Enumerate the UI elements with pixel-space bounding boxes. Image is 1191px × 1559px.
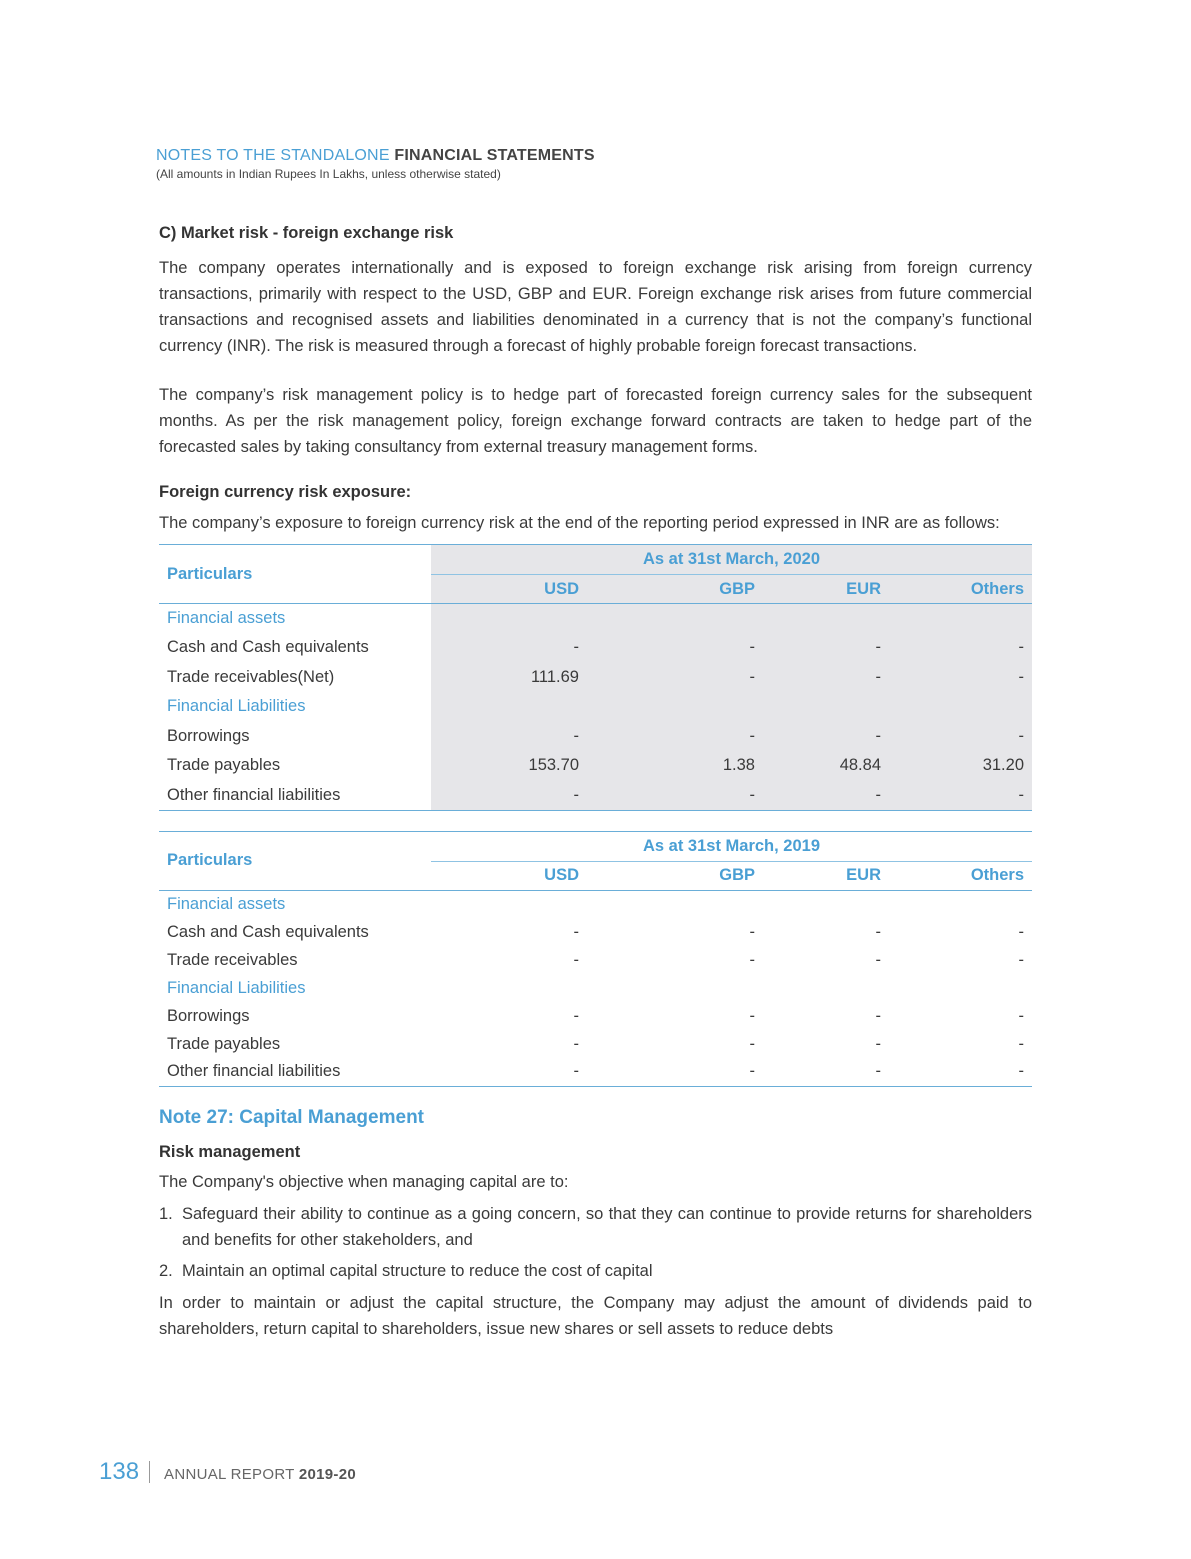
fx-table-2020 [159, 544, 1032, 811]
cell-others: - [889, 633, 1032, 663]
section-label: Financial Liabilities [167, 697, 306, 716]
report-label [164, 1466, 356, 1483]
row-label: Cash and Cash equivalents [167, 922, 369, 941]
row-label: Trade receivables(Net) [167, 667, 335, 686]
note27-title: Note 27: Capital Management [159, 1106, 424, 1128]
cell-usd: - [573, 950, 579, 969]
cell-others: - [1018, 922, 1024, 941]
row-label: Cash and Cash equivalents [167, 638, 369, 657]
particulars-header: Particulars [159, 545, 431, 604]
table-row [159, 1030, 1032, 1058]
section-label: Financial assets [167, 609, 286, 627]
period-header: As at 31st March, 2020 [431, 545, 1032, 575]
table-row [159, 751, 1032, 781]
cell-gbp: - [587, 722, 763, 752]
cell-eur: - [763, 722, 889, 752]
col-gbp: GBP [587, 575, 763, 604]
cell-usd: 111.69 [431, 663, 587, 693]
section-label: Financial Liabilities [167, 978, 306, 997]
col-usd: USD [431, 575, 587, 604]
cell-gbp: - [587, 781, 763, 811]
list-item [159, 1201, 1032, 1253]
risk-management-heading: Risk management [159, 1142, 301, 1161]
cell-others: - [889, 1058, 1032, 1086]
list-text: Safeguard their ability to continue as a going concern, so that they can continue to provide returns for shareholders and benefits for other stakeholders, and [182, 1204, 1032, 1249]
row-label: Borrowings [167, 726, 250, 745]
row-label: Other financial liabilities [159, 781, 431, 811]
cell-usd: - [431, 722, 587, 752]
cell-others: - [1018, 950, 1024, 969]
list-number: 1. [159, 1204, 173, 1223]
capital-intro: The Company's objective when managing capital are to: [159, 1172, 569, 1191]
cell-gbp: - [749, 1006, 755, 1025]
cell-eur: - [875, 950, 881, 969]
cell-gbp: - [587, 633, 763, 663]
cell-gbp: - [749, 950, 755, 969]
exposure-heading: Foreign currency risk exposure: [159, 483, 412, 501]
table-row [159, 633, 1032, 663]
report-name: ANNUAL REPORT [164, 1466, 295, 1483]
col-gbp: GBP [587, 861, 763, 890]
cell-gbp: - [587, 1058, 763, 1086]
section-row [159, 692, 1032, 722]
cell-usd: 153.70 [431, 751, 587, 781]
table-row [159, 1002, 1032, 1030]
cell-eur: - [875, 922, 881, 941]
table-row [159, 946, 1032, 974]
cell-gbp: - [749, 1034, 755, 1053]
report-year: 2019-20 [298, 1466, 356, 1483]
market-risk-para2: The company’s risk management policy is to hedge part of forecasted foreign currency sales for the subsequent months. As per the risk management policy, foreign exchange forward contracts are taken to hedge part of the forecasted sales by taking consultancy from external treasury management forms. [159, 386, 1032, 456]
cell-gbp: 1.38 [587, 751, 763, 781]
period-header: As at 31st March, 2019 [642, 836, 820, 855]
header-subtitle: (All amounts in Indian Rupees In Lakhs, unless otherwise stated) [156, 167, 501, 181]
market-risk-heading: C) Market risk - foreign exchange risk [159, 224, 454, 242]
list-text: Maintain an optimal capital structure to reduce the cost of capital [182, 1261, 653, 1280]
col-eur: EUR [763, 575, 889, 604]
cell-eur: 48.84 [763, 751, 889, 781]
header-title-dark: FINANCIAL STATEMENTS [394, 147, 595, 164]
fx-table-2019 [159, 831, 1032, 1087]
market-risk-para1: The company operates internationally and is exposed to foreign exchange risk arising from foreign currency transactions, primarily with respect to the USD, GBP and EUR. Foreign exchange risk arises from future commercial transactions and recognised assets and liabilities denominated in a currency that is not the company’s functional currency (INR). The risk is measured through a forecast of highly probable foreign forecast transactions. [159, 259, 1032, 355]
table-row [159, 663, 1032, 693]
cell-eur: - [763, 1058, 889, 1086]
section-row [159, 974, 1032, 1002]
footer-divider [149, 1461, 150, 1483]
cell-eur: - [763, 633, 889, 663]
section-label: Financial assets [167, 894, 286, 913]
header-title [156, 147, 595, 165]
cell-others: - [889, 722, 1032, 752]
section-row [159, 604, 1032, 634]
cell-usd: - [431, 781, 587, 811]
capital-closing: In order to maintain or adjust the capital structure, the Company may adjust the amount of dividends paid to shareholders, return capital to shareholders, issue new shares or sell assets to reduce debts [159, 1293, 1032, 1338]
cell-others: - [889, 781, 1032, 811]
row-label: Trade payables [167, 756, 281, 775]
page-header [156, 147, 595, 181]
col-usd: USD [431, 861, 587, 890]
cell-gbp: - [587, 663, 763, 693]
row-label: Trade receivables [167, 950, 298, 969]
col-others: Others [889, 861, 1032, 890]
row-label: Trade payables [167, 1034, 281, 1053]
capital-objectives-list [159, 1201, 1032, 1284]
table-row [159, 918, 1032, 946]
page-footer [99, 1458, 356, 1486]
cell-others: 31.20 [889, 751, 1032, 781]
cell-usd: - [573, 1006, 579, 1025]
row-label: Borrowings [167, 1006, 250, 1025]
exposure-text: The company’s exposure to foreign currency risk at the end of the reporting period expressed in INR are as follows: [159, 514, 1000, 532]
section-row [159, 890, 1032, 918]
table-row [159, 1058, 1032, 1086]
list-item [159, 1258, 1032, 1284]
list-number: 2. [159, 1261, 173, 1280]
page-content [159, 224, 1032, 1342]
col-others: Others [889, 575, 1032, 604]
page-number: 138 [99, 1458, 140, 1485]
cell-usd: - [573, 922, 579, 941]
cell-eur: - [763, 781, 889, 811]
cell-others: - [1018, 1006, 1024, 1025]
cell-eur: - [875, 1034, 881, 1053]
col-eur: EUR [763, 861, 889, 890]
cell-usd: - [573, 1034, 579, 1053]
cell-gbp: - [749, 922, 755, 941]
particulars-header: Particulars [159, 831, 431, 890]
cell-others: - [1018, 1034, 1024, 1053]
header-title-blue: NOTES TO THE STANDALONE [156, 147, 390, 164]
row-label: Other financial liabilities [159, 1058, 431, 1086]
cell-usd: - [431, 633, 587, 663]
cell-usd: - [431, 1058, 587, 1086]
table-row [159, 722, 1032, 752]
cell-others: - [889, 663, 1032, 693]
cell-eur: - [875, 1006, 881, 1025]
cell-eur: - [763, 663, 889, 693]
table-row [159, 781, 1032, 811]
